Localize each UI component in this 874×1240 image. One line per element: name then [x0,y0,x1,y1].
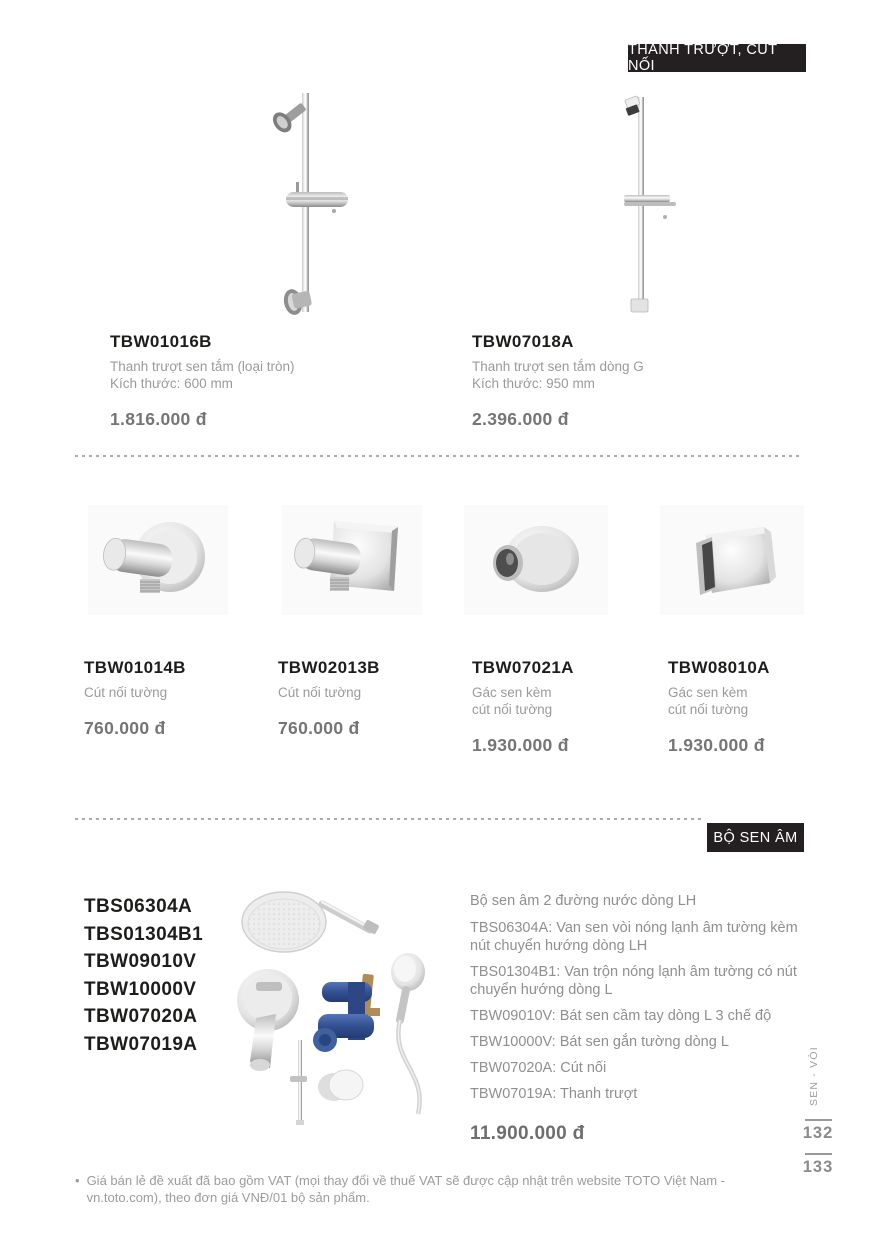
product-image-square-shower-holder [660,505,804,615]
footnote-text: Giá bán lẻ đề xuất đã bao gồm VAT (mọi thay đổi về thuế VAT sẽ được cập nhật trên website TOTO Việt Nam - vn.toto.com), theo đơn giá VNĐ/01 bộ sản phẩm. [86,1173,725,1205]
product-desc-line1: Thanh trượt sen tắm dòng G [472,359,644,374]
set-item: TBW09010V: Bát sen cầm tay dòng L 3 chế độ [470,1008,772,1024]
set-item: TBS01304B1: Van trộn nóng lạnh âm tường có nút chuyển hướng dòng L [470,964,797,998]
product-info [472,658,642,756]
product-desc-line2: Kích thước: 950 mm [472,376,595,391]
product-image-round-wall-elbow [88,505,228,615]
product-price: 2.396.000 đ [472,409,569,429]
product-info [668,658,838,756]
shower-set-code-list [84,893,203,1058]
product-info [472,332,644,430]
section-divider [75,455,801,457]
set-item: TBW07019A: Thanh trượt [470,1086,638,1102]
product-desc-line2: cút nối tường [472,702,553,717]
set-code: TBW07019A [84,1033,198,1055]
product-code: TBW02013B [278,658,380,677]
set-code: TBS06304A [84,896,193,917]
product-info [84,658,254,739]
product-desc-line1: Gác sen kèm [668,685,748,700]
set-item: TBW10000V: Bát sen gắn tường dòng L [470,1034,729,1050]
set-item: TBS06304A: Van sen vòi nóng lạnh âm tường kèm nút chuyển hướng dòng LH [470,920,798,954]
product-price: 1.816.000 đ [110,409,207,429]
product-image-square-wall-elbow [282,505,422,615]
product-image-round-shower-holder [464,505,608,615]
set-code: TBW09010V [84,951,197,972]
product-image-round-slide-bar [230,85,380,320]
product-desc-line2: cút nối tường [668,702,749,717]
product-desc-line1: Cút nối tường [84,685,168,700]
section-badge-slide-bars [628,44,806,72]
product-code: TBW01016B [110,332,212,351]
product-desc-line1: Gác sen kèm [472,685,552,700]
product-info [278,658,448,739]
shower-set-description [470,892,812,1145]
product-price: 760.000 đ [84,718,166,738]
product-image-g-slide-bar [565,85,715,320]
set-code: TBW10000V [84,978,197,1000]
section-badge-concealed-shower [707,823,804,852]
product-info [110,332,294,430]
product-desc-line1: Thanh trượt sen tắm (loại tròn) [110,359,295,374]
footnote-bullet: • [75,1173,80,1188]
category-side-label: SEN - VÒI [808,1046,820,1106]
section-badge-label: BỘ SEN ÂM [713,829,798,846]
product-code: TBW08010A [668,658,770,677]
set-code: TBW07020A [84,1006,198,1027]
section-divider [75,818,703,820]
product-code: TBW07021A [472,658,574,677]
product-desc-line1: Cút nối tường [278,685,362,700]
vat-footnote [75,1172,780,1206]
page-number-left: 132 [802,1124,834,1142]
product-code: TBW01014B [84,658,186,677]
page-number-rule [805,1153,832,1155]
set-item: TBW07020A: Cút nối [470,1060,607,1076]
product-price: 1.930.000 đ [472,735,569,755]
page-number-right: 133 [802,1158,834,1176]
set-title: Bộ sen âm 2 đường nước dòng LH [470,893,697,909]
set-price: 11.900.000 đ [470,1123,585,1144]
product-price: 1.930.000 đ [668,735,765,755]
page-number-rule [805,1119,832,1121]
set-code: TBS01304B1 [84,923,204,945]
product-desc-line2: Kích thước: 600 mm [110,376,233,391]
product-code: TBW07018A [472,332,574,351]
product-price: 760.000 đ [278,718,360,738]
product-image-concealed-shower-set [222,882,450,1134]
section-badge-label: THANH TRƯỢT, CÚT NỐI [628,42,778,74]
